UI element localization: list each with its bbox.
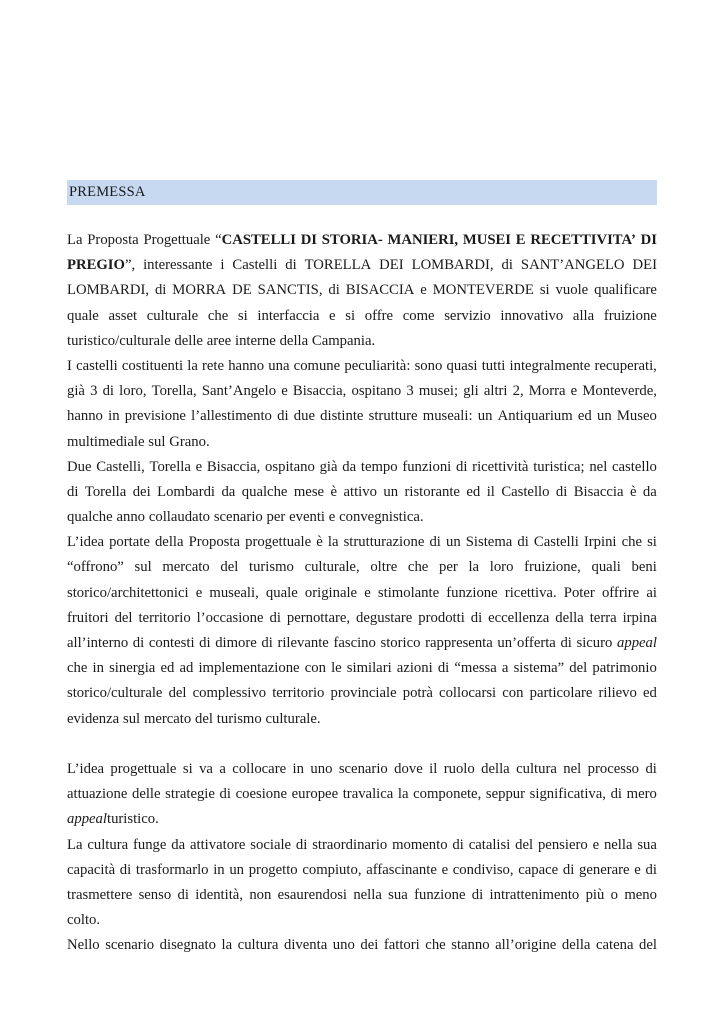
section-heading: PREMESSA: [69, 184, 146, 200]
text-line: PREGIO”, interessante i Castelli di TORELLA DEI LOMBARDI, di SANT’ANGELO DEI: [67, 257, 657, 274]
paragraph: [67, 455, 657, 531]
paragraph-spacer: [67, 732, 657, 757]
text-line: Due Castelli, Torella e Bisaccia, ospitano già da tempo funzioni di ricettività turistica; nel castello: [67, 458, 657, 475]
text-line: già 3 di loro, Torella, Sant’Angelo e Bisaccia, ospitano 3 musei; gli altri 2, Morra e Monteverde,: [67, 383, 657, 400]
text-line: storico/architettonici e museali, quale originale e stimolante funzione ricettiva. Poter offrire ai: [67, 584, 657, 601]
text-line: Nello scenario disegnato la cultura diventa uno dei fattori che stanno all’origine della catena del: [67, 937, 657, 954]
paragraph: [67, 530, 657, 732]
text-line: appealturistico.: [67, 811, 159, 828]
text-line: “offrono” sul mercato del turismo culturale, oltre che per la loro fruizione, quali beni: [67, 559, 657, 576]
text-line: I castelli costituenti la rete hanno una comune peculiarità: sono quasi tutti integralmente recuperati,: [67, 357, 657, 374]
paragraph: [67, 833, 657, 934]
paragraph: [67, 228, 657, 354]
text-line: fruitori del territorio l’occasione di pernottare, degustare prodotti di eccellenza della terra irpina: [67, 609, 657, 626]
text-line: trasmettere senso di identità, non esaurendosi nella sua funzione di intrattenimento più o meno: [67, 886, 657, 903]
text-line: qualche anno collaudato scenario per eventi e convegnistica.: [67, 509, 424, 526]
text-line: multimediale sul Grano.: [67, 433, 210, 450]
text-line: che in sinergia ed ad implementazione con le similari azioni di “messa a sistema” del patrimonio: [67, 660, 657, 677]
section-heading-bar: [67, 180, 657, 205]
text-line: LOMBARDI, di MORRA DE SANCTIS, di BISACCIA e MONTEVERDE si vuole qualificare: [67, 282, 657, 299]
text-line: all’interno di contesti di dimore di rilevante fascino storico rappresenta un’offerta di sicuro appeal: [67, 635, 657, 651]
text-line: L’idea portate della Proposta progettuale è la strutturazione di un Sistema di Castelli Irpini che si: [67, 534, 657, 551]
text-line: La Proposta Progettuale “CASTELLI DI STORIA- MANIERI, MUSEI E RECETTIVITA’ DI: [67, 232, 657, 248]
paragraph: [67, 757, 657, 833]
text-line: attuazione delle strategie di coesione europee travalica la componete, seppur significativa, di mero: [67, 786, 657, 803]
text-line: di Torella dei Lombardi da qualche mese è attivo un ristorante ed il Castello di Bisaccia è da: [67, 483, 657, 500]
text-line: hanno in previsione l’allestimento di due distinte strutture museali: un Antiquarium ed un Museo: [67, 408, 657, 425]
text-line: colto.: [67, 912, 101, 929]
text-line: L’idea progettuale si va a collocare in uno scenario dove il ruolo della cultura nel processo di: [67, 760, 657, 777]
text-line: evidenza sul mercato del turismo culturale.: [67, 710, 321, 727]
paragraph: [67, 933, 657, 958]
body-text: [67, 228, 657, 958]
text-line: turistico/culturale delle aree interne della Campania.: [67, 332, 376, 349]
paragraph: [67, 354, 657, 455]
text-line: storico/culturale del complessivo territorio provinciale potrà collocarsi con particolare rilievo ed: [67, 685, 657, 702]
text-line: capacità di trasformarlo in un progetto compiuto, affascinante e condiviso, capace di generare e di: [67, 861, 657, 878]
text-line: quale asset culturale che si interfaccia e si offre come servizio innovativo alla fruizione: [67, 307, 657, 324]
text-line: La cultura funge da attivatore sociale di straordinario momento di catalisi del pensiero e nella sua: [67, 836, 657, 853]
